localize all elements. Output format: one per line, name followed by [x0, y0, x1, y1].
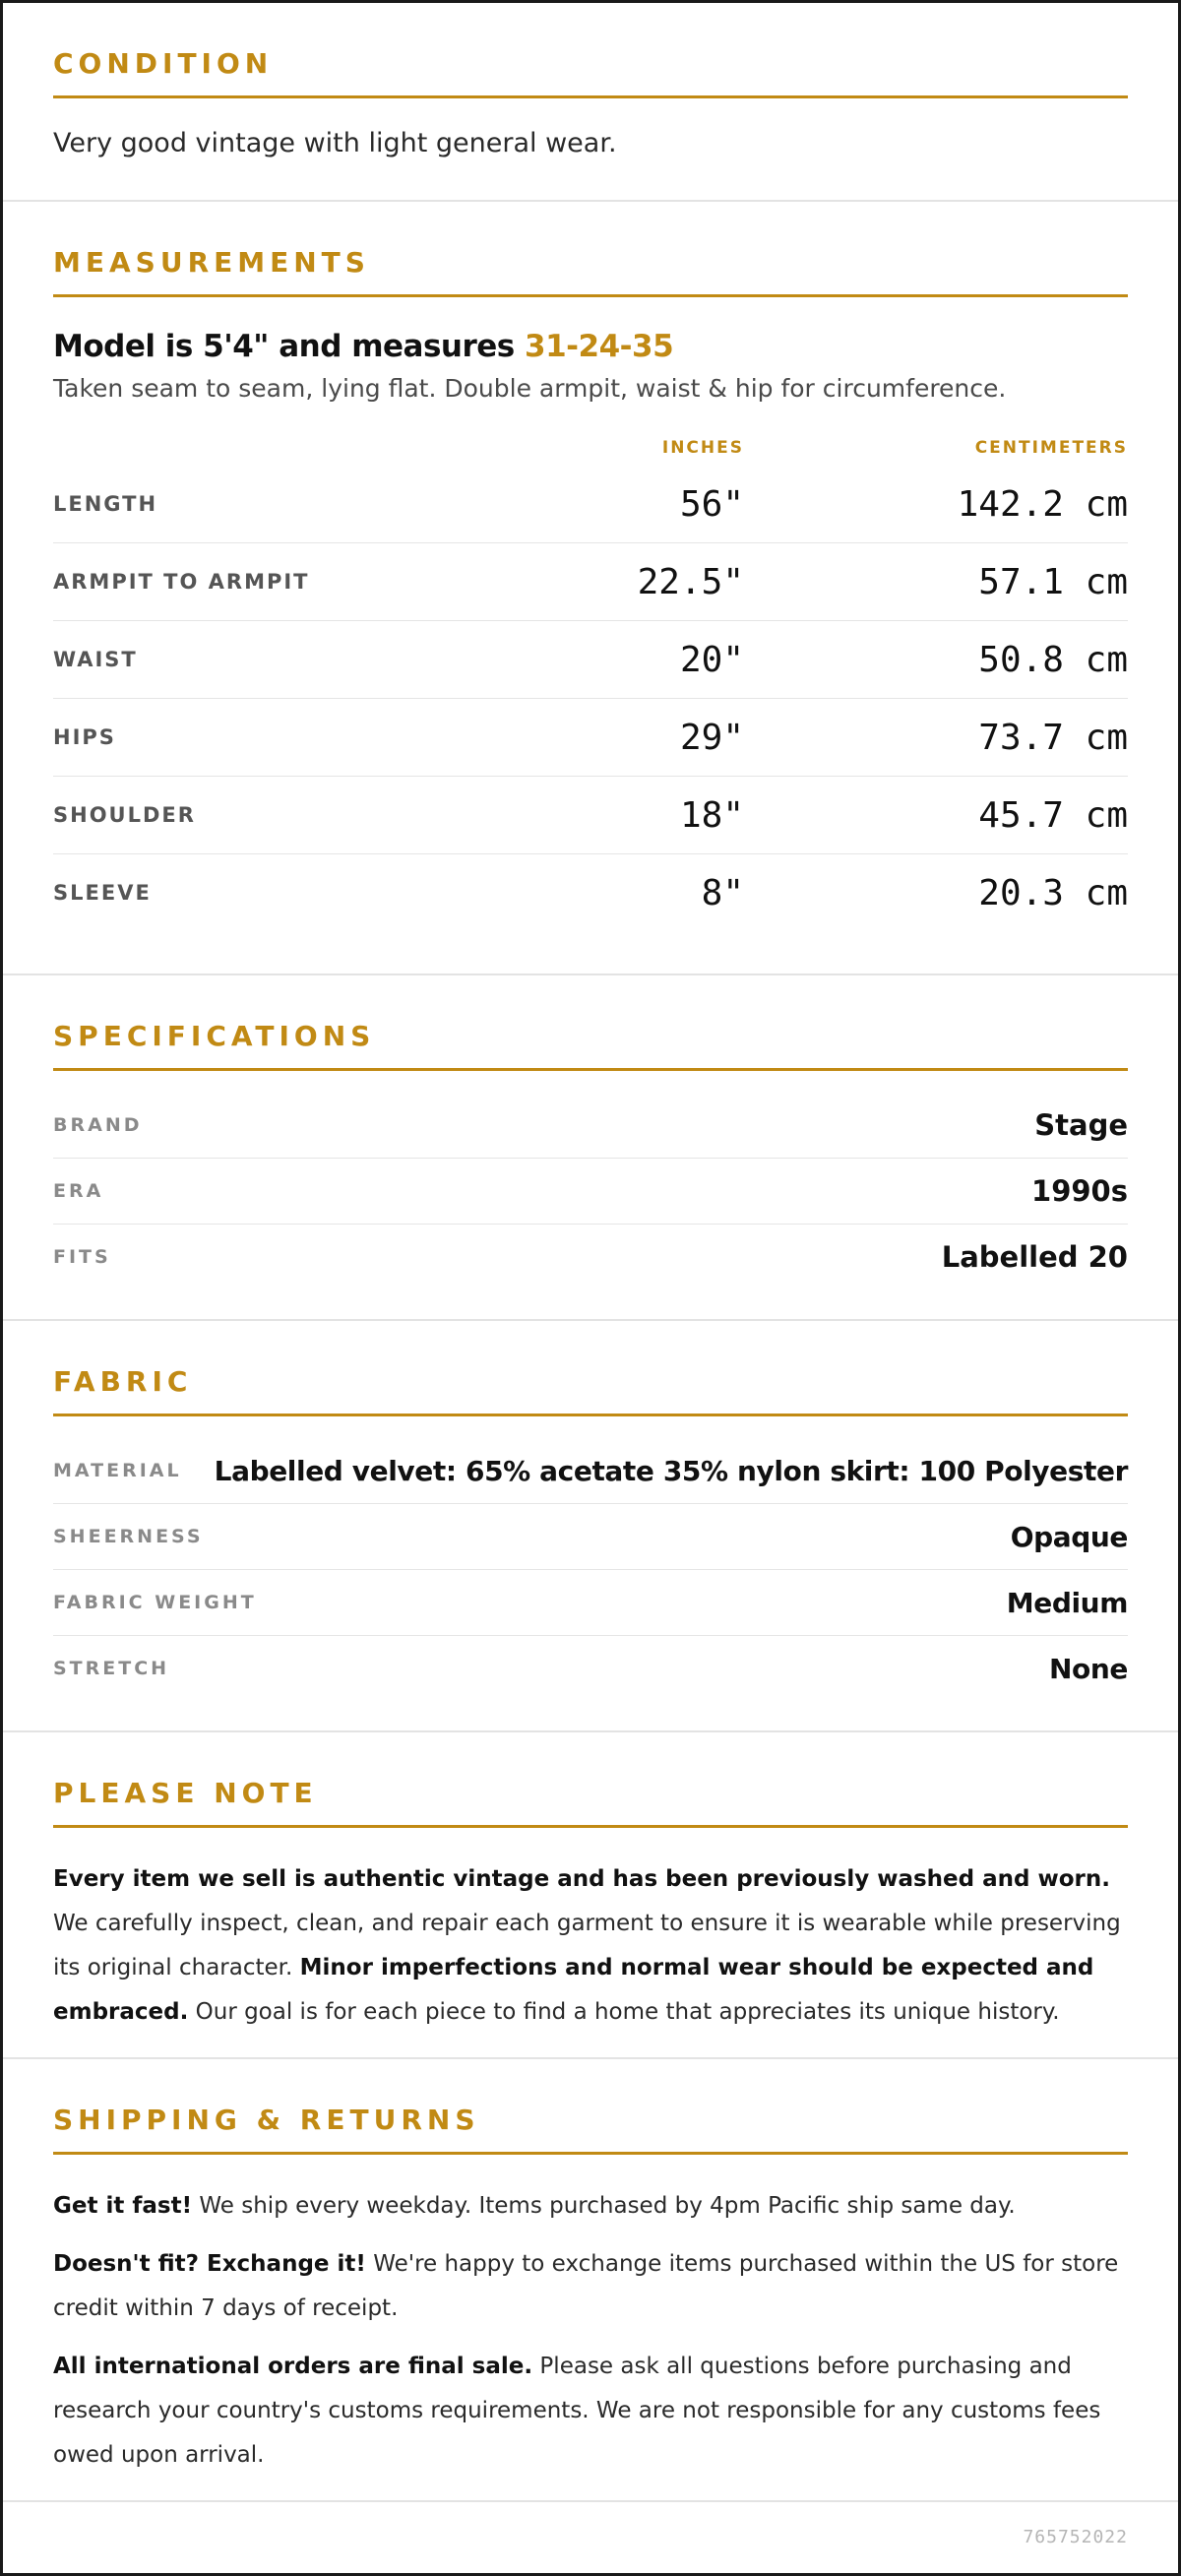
sku-number: 765752022 — [1023, 2526, 1128, 2547]
measurement-inches: 22.5" — [637, 561, 744, 602]
measurement-row — [53, 699, 1128, 777]
footer — [3, 2502, 1178, 2571]
spec-value: 1990s — [1031, 1174, 1128, 1208]
model-measurements-line — [53, 329, 1128, 364]
measurement-cm: 142.2 cm — [957, 483, 1128, 525]
measurements-subtitle: Taken seam to seam, lying flat. Double armpit, waist & hip for circumference. — [53, 374, 1007, 403]
measurements-table — [53, 466, 1128, 931]
please-note-title: PLEASE NOTE — [53, 1732, 1128, 1828]
fabric-value: None — [1049, 1652, 1128, 1685]
measurement-label: ARMPIT TO ARMPIT — [53, 570, 310, 594]
measurement-label: SHOULDER — [53, 803, 196, 827]
spec-value: Labelled 20 — [941, 1240, 1128, 1274]
fabric-row — [53, 1570, 1128, 1636]
measurement-cm: 73.7 cm — [978, 717, 1128, 758]
fabric-value: Medium — [1006, 1586, 1128, 1619]
shipping-paragraph-fast — [53, 2184, 1128, 2229]
shipping-bold-1: Get it fast! — [53, 2193, 193, 2219]
shipping-paragraph-international — [53, 2345, 1128, 2478]
model-measures: 31-24-35 — [525, 329, 674, 364]
measurements-table-header — [53, 430, 1128, 466]
spec-label: BRAND — [53, 1114, 143, 1136]
specifications-list — [53, 1093, 1128, 1289]
centimeters-column-header: CENTIMETERS — [974, 438, 1128, 458]
measurement-row — [53, 543, 1128, 621]
fabric-label: STRETCH — [53, 1658, 170, 1679]
measurement-cm: 57.1 cm — [978, 561, 1128, 602]
measurement-row — [53, 777, 1128, 854]
spec-row — [53, 1159, 1128, 1225]
note-bold-1: Every item we sell is authentic vintage and has been previously washed and worn. — [53, 1866, 1110, 1892]
measurement-inches: 18" — [679, 794, 744, 836]
shipping-paragraph-exchange — [53, 2242, 1128, 2331]
measurements-section — [3, 202, 1178, 975]
spec-label: ERA — [53, 1180, 104, 1202]
fabric-label: SHEERNESS — [53, 1526, 204, 1547]
measurement-label: LENGTH — [53, 492, 158, 516]
note-text-1: We carefully inspect, clean, and repair each garment to ensure it is wearable while preserving its original character. — [53, 1911, 1121, 1980]
measurements-title: MEASUREMENTS — [53, 202, 1128, 297]
specifications-title: SPECIFICATIONS — [53, 975, 1128, 1071]
fabric-row — [53, 1636, 1128, 1701]
shipping-returns-title: SHIPPING & RETURNS — [53, 2059, 1128, 2155]
specifications-section — [3, 975, 1178, 1321]
shipping-text-1: We ship every weekday. Items purchased by 4pm Pacific ship same day. — [192, 2193, 1016, 2219]
measurement-label: WAIST — [53, 648, 138, 671]
shipping-text-3: Please ask all questions before purchasing and research your country's customs requirements. We are not responsible for any customs fees owed upon arrival. — [53, 2354, 1101, 2468]
fabric-list — [53, 1438, 1128, 1701]
measurement-inches: 29" — [679, 717, 744, 758]
measurement-inches: 8" — [701, 872, 744, 913]
measurement-cm: 45.7 cm — [978, 794, 1128, 836]
measurement-row — [53, 854, 1128, 931]
measurement-label: SLEEVE — [53, 881, 152, 905]
spec-value: Stage — [1034, 1108, 1128, 1142]
fabric-row — [53, 1438, 1128, 1504]
fabric-value: Opaque — [1010, 1520, 1128, 1553]
fabric-label: FABRIC WEIGHT — [53, 1592, 257, 1613]
note-text-2: Our goal is for each piece to find a home that appreciates its unique history. — [188, 1999, 1060, 2025]
measurement-inches: 20" — [679, 639, 744, 680]
measurement-cm: 20.3 cm — [978, 872, 1128, 913]
model-prefix: Model is 5'4" and measures — [53, 329, 526, 364]
fabric-label: MATERIAL — [53, 1460, 182, 1481]
note-bold-2: Minor imperfections and normal wear should be expected and embraced. — [53, 1955, 1094, 2025]
condition-title: CONDITION — [53, 3, 1128, 98]
shipping-bold-3: All international orders are final sale. — [53, 2354, 533, 2379]
please-note-text — [53, 1857, 1128, 2035]
fabric-value: Labelled velvet: 65% acetate 35% nylon skirt: 100 Polyester — [214, 1454, 1128, 1487]
measurement-cm: 50.8 cm — [978, 639, 1128, 680]
spec-label: FITS — [53, 1246, 111, 1268]
condition-text: Very good vintage with light general wear. — [53, 128, 617, 158]
measurement-row — [53, 466, 1128, 543]
please-note-section — [3, 1732, 1178, 2059]
shipping-text-2: We're happy to exchange items purchased within the US for store credit within 7 days of receipt. — [53, 2251, 1119, 2321]
shipping-returns-section — [3, 2059, 1178, 2502]
inches-column-header: INCHES — [661, 438, 744, 458]
shipping-bold-2: Doesn't fit? Exchange it! — [53, 2251, 366, 2277]
fabric-section — [3, 1321, 1178, 1732]
condition-section — [3, 3, 1178, 202]
fabric-title: FABRIC — [53, 1321, 1128, 1416]
measurement-label: HIPS — [53, 725, 116, 749]
spec-row — [53, 1093, 1128, 1159]
spec-row — [53, 1225, 1128, 1289]
measurement-inches: 56" — [679, 483, 744, 525]
measurement-row — [53, 621, 1128, 699]
fabric-row — [53, 1504, 1128, 1570]
